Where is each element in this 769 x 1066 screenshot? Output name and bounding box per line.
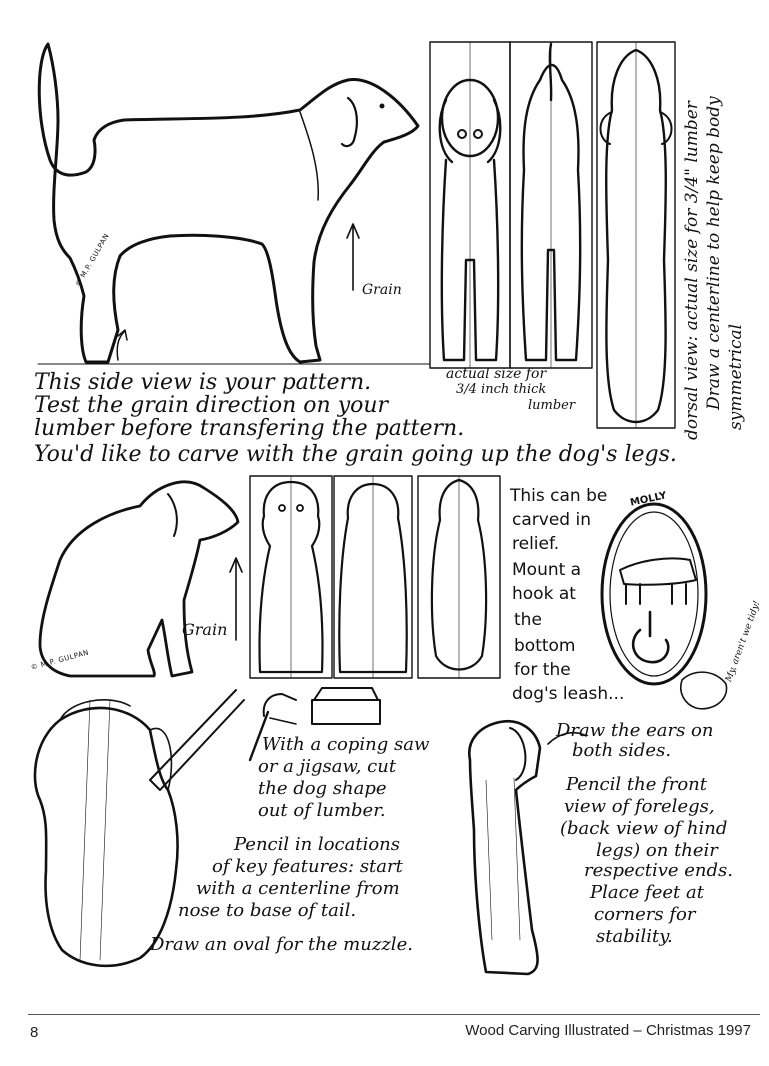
saw-note-line3: the dog shape bbox=[258, 778, 387, 799]
front-note-line8: stability. bbox=[596, 926, 673, 947]
pattern-note-line1: This side view is your pattern. bbox=[34, 370, 372, 395]
grain-label-mid: Grain bbox=[182, 620, 228, 639]
front-note-line7: corners for bbox=[594, 904, 696, 925]
actual-size-note-line1: actual size for bbox=[446, 366, 547, 382]
ears-note-line1: Draw the ears on bbox=[556, 720, 714, 741]
front-note-line5: respective ends. bbox=[584, 860, 734, 881]
dorsal-note-line1: dorsal view: actual size for 3/4" lumber bbox=[682, 101, 702, 440]
standing-dog-outline bbox=[39, 44, 418, 362]
front-note-line3: (back view of hind bbox=[560, 818, 728, 839]
pencil-note-line4: nose to base of tail. bbox=[178, 900, 357, 921]
page-number: 8 bbox=[30, 1024, 39, 1041]
publication-credit: Wood Carving Illustrated – Christmas 1997 bbox=[465, 1022, 751, 1039]
pattern-note-line2: Test the grain direction on your bbox=[34, 393, 389, 418]
plaque-aside: My, aren't we tidy! bbox=[724, 599, 763, 684]
blocked-front-dog-outline bbox=[469, 721, 540, 974]
relief-note-line2: carved in bbox=[512, 510, 591, 530]
pattern-note-line3: lumber before transfering the pattern. bbox=[34, 416, 465, 441]
grain-label-top: Grain bbox=[362, 282, 402, 298]
block-cut-dog-outline bbox=[35, 708, 178, 966]
relief-note-line7: bottom bbox=[514, 636, 576, 656]
relief-note-line8: for the bbox=[514, 660, 571, 680]
relief-plaque bbox=[602, 504, 706, 684]
front-note-line6: Place feet at bbox=[590, 882, 704, 903]
front-note-line2: view of forelegs, bbox=[564, 796, 715, 817]
relief-note-line4: Mount a bbox=[512, 560, 582, 580]
ears-note-line2: both sides. bbox=[572, 740, 672, 761]
pencil-note-line1: Pencil in locations bbox=[234, 834, 400, 855]
pattern-note-line4: You'd like to carve with the grain going up the dog's legs. bbox=[34, 442, 677, 467]
actual-size-note-line2: 3/4 inch thick bbox=[456, 382, 547, 397]
front-note-line1: Pencil the front bbox=[566, 774, 707, 795]
relief-note-line1: This can be bbox=[510, 486, 608, 506]
front-note-line4: legs) on their bbox=[596, 840, 718, 861]
actual-size-note-line3: lumber bbox=[528, 398, 576, 413]
dorsal-note-line2: Draw a centerline to help keep body bbox=[704, 96, 724, 410]
relief-note-line3: relief. bbox=[512, 534, 560, 554]
footer-rule bbox=[28, 1014, 760, 1015]
relief-note-line9: dog's leash... bbox=[512, 684, 625, 704]
dorsal-note-line3: symmetrical bbox=[726, 323, 746, 430]
saw-note-line4: out of lumber. bbox=[258, 800, 386, 821]
sitting-dog-outline bbox=[40, 482, 238, 676]
plaque-name: MOLLY bbox=[629, 490, 668, 509]
pencil-note-line2: of key features: start bbox=[212, 856, 403, 877]
saw-note-line1: With a coping saw bbox=[262, 734, 430, 755]
signature-mid: © M.P. GULPAN bbox=[30, 648, 90, 672]
saw-note-line2: or a jigsaw, cut bbox=[258, 756, 397, 777]
relief-note-line6: the bbox=[514, 610, 542, 630]
relief-note-line5: hook at bbox=[512, 584, 576, 604]
muzzle-note: Draw an oval for the muzzle. bbox=[150, 934, 413, 955]
signature-top: © M.P. GULPAN bbox=[74, 232, 111, 288]
pencil-note-line3: with a centerline from bbox=[196, 878, 400, 899]
